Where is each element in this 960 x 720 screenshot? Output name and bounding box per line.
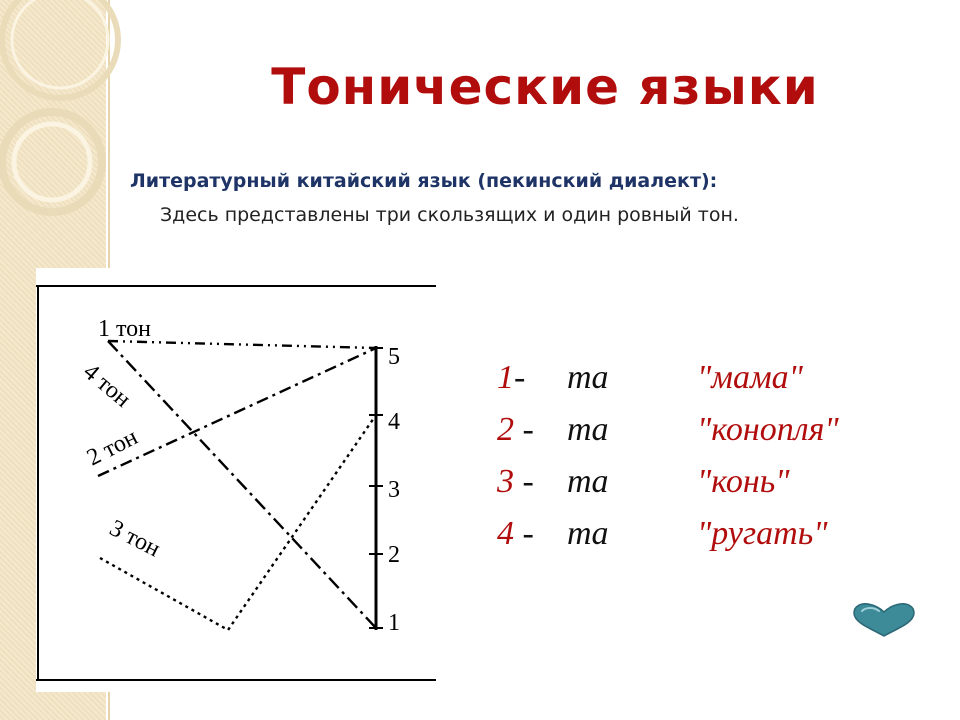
heart-icon[interactable]: [852, 603, 916, 637]
tone-number: 3: [497, 463, 514, 500]
heart-nav-button[interactable]: [852, 603, 916, 637]
tone-2-contour: [98, 348, 376, 476]
tone-meaning: "конь": [697, 463, 790, 500]
tone-dash: -: [514, 463, 534, 500]
scale-label-3: 3: [388, 477, 400, 503]
tone-examples: [497, 352, 839, 560]
tone-meaning: "конопля": [697, 411, 839, 448]
tone-dash: -: [514, 359, 526, 396]
scale-label-5: 5: [388, 344, 400, 370]
tone-example-row: [497, 508, 828, 560]
decorative-rings: [0, 0, 130, 300]
tone-meaning: "ругать": [697, 515, 828, 552]
tone-number: 1: [497, 359, 514, 396]
slide-title: Тонические языки: [271, 58, 819, 116]
scale-label-1: 1: [388, 610, 400, 636]
tone-1-label: 1 тон: [98, 316, 152, 342]
tone-meaning: "мама": [697, 359, 803, 396]
tone-diagram: [36, 268, 436, 692]
tone-dash: -: [514, 411, 534, 448]
tone-diagram-svg: [36, 268, 436, 692]
tone-example-row: [497, 352, 803, 404]
tone-example-row: [497, 404, 839, 456]
slide-description: Здесь представлены три скользящих и один ровный тон.: [160, 204, 739, 226]
tone-syllable: ma: [567, 359, 609, 396]
tone-1-contour: [108, 341, 376, 348]
tone-syllable: ma: [567, 463, 609, 500]
scale-label-2: 2: [388, 542, 400, 568]
tone-syllable: ma: [567, 411, 609, 448]
tone-syllable: ma: [567, 515, 609, 552]
tone-4-label: 4 тон: [78, 358, 136, 413]
tone-2-label: 2 тон: [82, 424, 142, 472]
tone-example-row: [497, 456, 790, 508]
tone-number: 2: [497, 411, 514, 448]
tone-number: 4: [497, 515, 514, 552]
slide-subtitle: Литературный китайский язык (пекинский диалект):: [130, 170, 718, 192]
tone-dash: -: [514, 515, 534, 552]
scale-label-4: 4: [388, 409, 400, 435]
tone-3-label: 3 тон: [105, 515, 165, 563]
tone-4-contour: [108, 341, 376, 628]
